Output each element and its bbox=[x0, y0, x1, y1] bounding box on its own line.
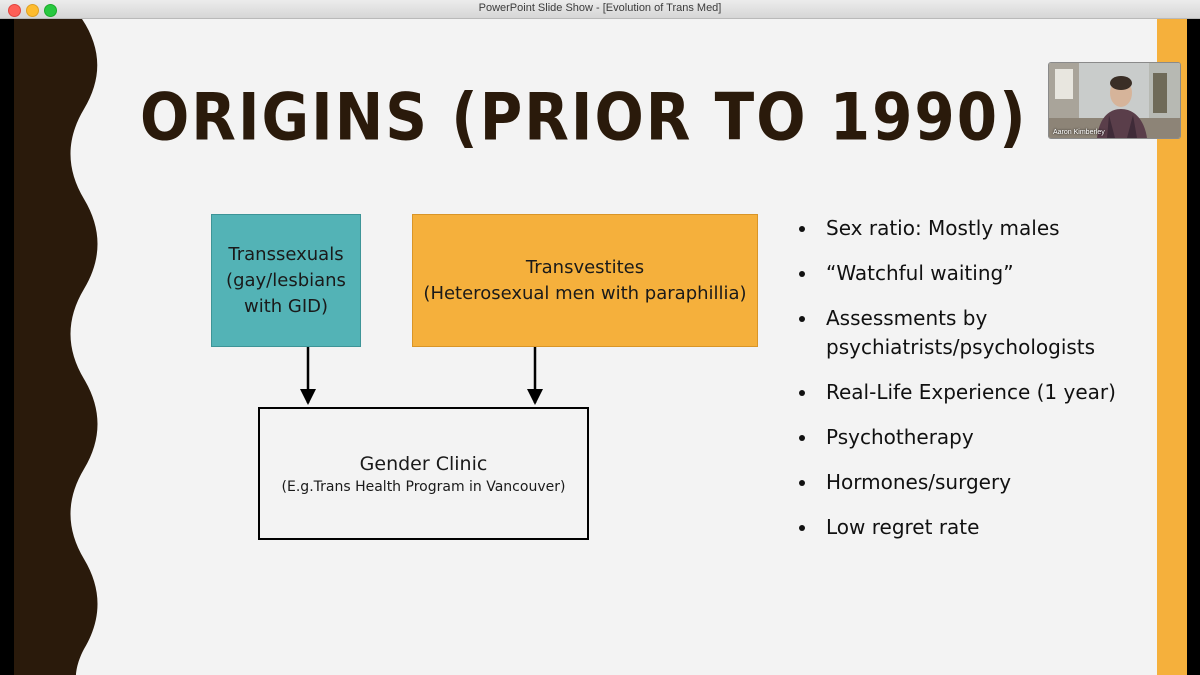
bullet-item bbox=[795, 378, 1145, 407]
window-title: PowerPoint Slide Show - [Evolution of Trans Med] bbox=[478, 2, 722, 14]
arrowhead-transsexuals bbox=[300, 389, 316, 405]
transsexuals-line-3: with GID) bbox=[243, 295, 329, 317]
slide[interactable] bbox=[0, 19, 1200, 675]
bullet-dot-icon bbox=[799, 480, 805, 486]
transsexuals-line-1: Transsexuals bbox=[228, 243, 344, 265]
bullet-text: “Watchful waiting” bbox=[826, 261, 1014, 285]
participant-name: Aaron Kimberley bbox=[1053, 129, 1105, 136]
bullet-dot-icon bbox=[799, 316, 805, 322]
bullet-item bbox=[795, 468, 1145, 497]
bullet-text: Sex ratio: Mostly males bbox=[826, 216, 1060, 240]
bullet-dot-icon bbox=[799, 226, 805, 232]
participant-video-feed bbox=[1049, 63, 1180, 138]
gender-clinic-subtitle: (E.g.Trans Health Program in Vancouver) bbox=[281, 478, 566, 495]
bullet-dot-icon bbox=[799, 271, 805, 277]
gender-clinic-box bbox=[258, 407, 589, 540]
bullet-list bbox=[795, 214, 1145, 558]
bullet-dot-icon bbox=[799, 435, 805, 441]
transsexuals-line-2: (gay/lesbians bbox=[226, 269, 346, 291]
bullet-text: Assessments by psychiatrists/psychologists bbox=[826, 306, 1096, 359]
bullet-item bbox=[795, 259, 1145, 288]
bullet-item bbox=[795, 304, 1145, 362]
bullet-item bbox=[795, 214, 1145, 243]
bullet-dot-icon bbox=[799, 525, 805, 531]
bullet-text: Psychotherapy bbox=[826, 425, 974, 449]
arrowhead-transvestites bbox=[527, 389, 543, 405]
bullet-dot-icon bbox=[799, 390, 805, 396]
bullet-item bbox=[795, 423, 1145, 452]
bullet-text: Hormones/surgery bbox=[826, 470, 1012, 494]
participant-video-tile[interactable] bbox=[1048, 62, 1181, 139]
gender-clinic-title: Gender Clinic bbox=[359, 452, 488, 475]
transvestites-line-1: Transvestites bbox=[525, 256, 645, 278]
slide-title: ORIGINS (PRIOR TO 1990) bbox=[140, 79, 1028, 156]
window-titlebar bbox=[0, 0, 1200, 19]
transvestites-line-2: (Heterosexual men with paraphillia) bbox=[423, 282, 747, 304]
bullet-text: Real-Life Experience (1 year) bbox=[826, 380, 1116, 404]
bullet-text: Low regret rate bbox=[826, 515, 980, 539]
bullet-item bbox=[795, 513, 1145, 542]
